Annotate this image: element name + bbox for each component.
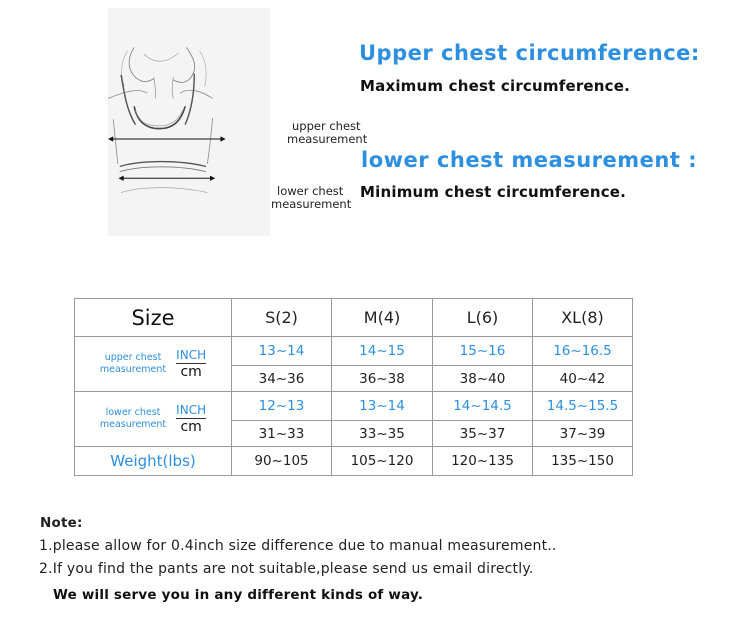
table-cell: 35~37 (433, 421, 533, 447)
size-chart-table (74, 298, 633, 476)
note-line-2: 2.If you find the pants are not suitable,please send us email directly. (39, 561, 534, 577)
table-cell: 16~16.5 (533, 337, 633, 366)
note-line-1: 1.please allow for 0.4inch size difference due to manual measurement.. (39, 538, 557, 554)
lower-chest-description: Minimum chest circumference. (360, 183, 627, 201)
table-row (75, 337, 633, 366)
upper-row-label-line1: upper chest (104, 352, 162, 363)
table-cell: 34~36 (232, 366, 332, 392)
upper-unit-fraction (176, 348, 206, 380)
size-m-header: M(4) (332, 299, 433, 337)
table-cell: 105~120 (332, 447, 433, 476)
size-l-header: L(6) (433, 299, 533, 337)
table-cell: 14.5~15.5 (533, 392, 633, 421)
table-cell: 12~13 (232, 392, 332, 421)
table-cell: 13~14 (332, 392, 433, 421)
lower-chest-row-label (75, 392, 232, 447)
lower-chest-label-line1: lower chest (277, 184, 344, 198)
table-cell: 33~35 (332, 421, 433, 447)
table-cell: 90~105 (232, 447, 332, 476)
upper-chest-heading: Upper chest circumference: (359, 41, 700, 65)
upper-chest-row-text (100, 352, 166, 376)
table-cell: 14~15 (332, 337, 433, 366)
upper-chest-description: Maximum chest circumference. (360, 77, 631, 95)
table-cell: 120~135 (433, 447, 533, 476)
upper-chest-label-line2: measurement (287, 132, 368, 146)
weight-row-label: Weight(lbs) (75, 447, 232, 476)
size-s-header: S(2) (232, 299, 332, 337)
table-cell: 40~42 (533, 366, 633, 392)
size-header-cell: Size (75, 299, 232, 337)
note-title: Note: (40, 515, 83, 531)
lower-cm-unit: cm (180, 419, 202, 435)
table-cell: 13~14 (232, 337, 332, 366)
table-row (75, 392, 633, 421)
size-xl-header: XL(8) (533, 299, 633, 337)
upper-cm-unit: cm (180, 364, 202, 380)
model-sketch-illustration (108, 8, 278, 236)
table-cell: 15~16 (433, 337, 533, 366)
table-cell: 37~39 (533, 421, 633, 447)
table-cell: 135~150 (533, 447, 633, 476)
table-header-row (75, 299, 633, 337)
upper-chest-row-label (75, 337, 232, 392)
table-cell: 14~14.5 (433, 392, 533, 421)
table-cell: 38~40 (433, 366, 533, 392)
lower-chest-heading: lower chest measurement : (361, 148, 698, 172)
table-cell: 31~33 (232, 421, 332, 447)
upper-chest-label-line1: upper chest (292, 119, 361, 133)
lower-row-label-line2: measurement (99, 419, 167, 430)
upper-row-label-line2: measurement (99, 364, 167, 375)
table-cell: 36~38 (332, 366, 433, 392)
lower-chest-label-line2: measurement (271, 197, 352, 211)
lower-inch-unit: INCH (176, 403, 207, 417)
upper-inch-unit: INCH (176, 348, 207, 362)
lower-unit-fraction (176, 403, 206, 435)
lower-chest-row-text (100, 407, 166, 431)
table-row (75, 447, 633, 476)
lower-row-label-line1: lower chest (105, 407, 161, 418)
note-service-statement: We will serve you in any different kinds of way. (53, 587, 424, 603)
